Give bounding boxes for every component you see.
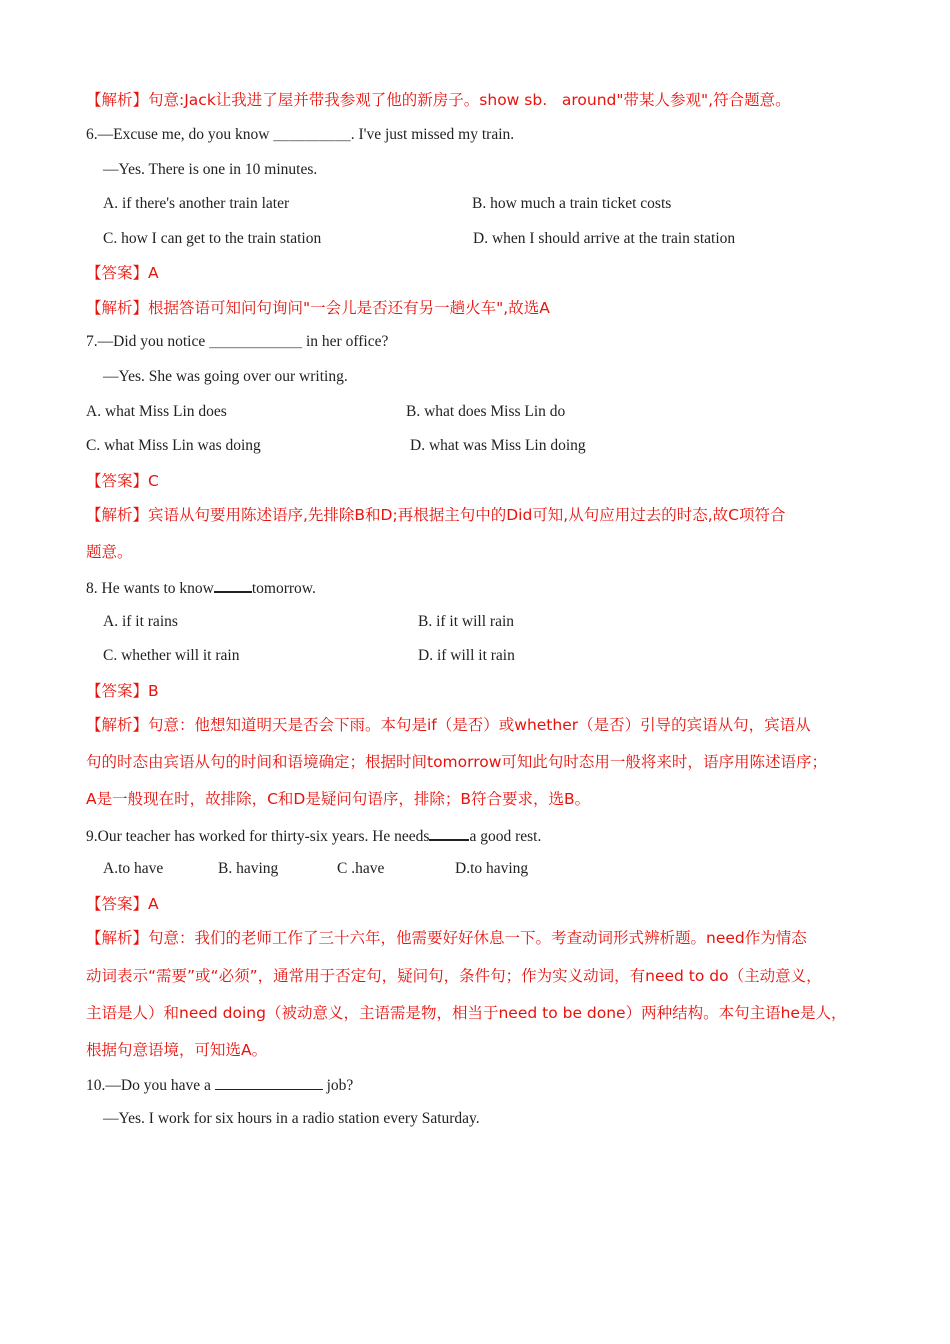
q9-option-b: B. having <box>218 860 279 877</box>
q8-blank <box>214 577 252 593</box>
q9-analysis-line3: 主语是人）和need doing（被动意义，主语需是物，相当于need to be done）两种结构。本句主语he是人， <box>86 1004 847 1022</box>
q8-analysis-line2: 句的时态由宾语从句的时间和语境确定；根据时间tomorrow可知此句时态用一般将来时，语序用陈述语序； <box>86 753 827 771</box>
q7-option-b: B. what does Miss Lin do <box>406 403 566 420</box>
q8-stem <box>86 577 316 599</box>
q6-reply: —Yes. There is one in 10 minutes. <box>103 161 318 178</box>
q9-option-c: C .have <box>337 860 385 877</box>
q10-stem-after: job? <box>326 1077 354 1094</box>
q9-blank <box>429 825 469 841</box>
q10-stem-before: 10.—Do you have a <box>86 1077 211 1094</box>
q9-analysis-line2: 动词表示“需要”或“必须”，通常用于否定句，疑问句，条件句；作为实义动词，有need to do（主动意义， <box>86 967 822 985</box>
q6-option-b: B. how much a train ticket costs <box>472 195 672 212</box>
q9-stem-after: a good rest. <box>469 828 542 845</box>
q8-analysis-line3: A是一般现在时，故排除，C和D是疑问句语序，排除；B符合要求，选B。 <box>86 790 591 808</box>
q8-option-a: A. if it rains <box>103 613 178 630</box>
q6-analysis: 【解析】根据答语可知问句询问"一会儿是否还有另一趟火车",故选A <box>86 299 550 317</box>
q9-stem-before: 9.Our teacher has worked for thirty-six years. He needs <box>86 828 430 845</box>
q6-option-a: A. if there's another train later <box>103 195 290 212</box>
q8-analysis-line1: 【解析】句意：他想知道明天是否会下雨。本句是if（是否）或whether（是否）引导的宾语从句，宾语从 <box>86 716 811 734</box>
q5-analysis: 【解析】句意:Jack让我进了屋并带我参观了他的新房子。show sb. around"带某人参观",符合题意。 <box>86 91 791 109</box>
q9-answer: 【答案】A <box>86 895 159 913</box>
q8-stem-after: tomorrow. <box>251 580 316 597</box>
q6-option-c: C. how I can get to the train station <box>103 230 322 247</box>
q7-answer: 【答案】C <box>86 472 159 490</box>
q8-option-b: B. if it will rain <box>418 613 515 630</box>
q8-stem-before: 8. He wants to know <box>86 580 214 597</box>
q7-stem: 7.—Did you notice ＿＿＿＿＿＿ in her office? <box>86 333 389 350</box>
q8-option-c: C. whether will it rain <box>103 647 240 664</box>
q8-answer: 【答案】B <box>86 682 159 700</box>
q7-option-a: A. what Miss Lin does <box>86 403 227 420</box>
q6-stem: 6.—Excuse me, do you know ＿＿＿＿＿. I've just missed my train. <box>86 126 515 143</box>
q7-analysis-line2: 题意。 <box>86 543 133 561</box>
q7-option-c: C. what Miss Lin was doing <box>86 437 261 454</box>
q7-analysis-line1: 【解析】宾语从句要用陈述语序,先排除B和D;再根据主句中的Did可知,从句应用过去的时态,故C项符合 <box>86 506 786 524</box>
q7-reply: —Yes. She was going over our writing. <box>103 368 348 385</box>
q9-analysis-line4: 根据句意语境，可知选A。 <box>86 1041 268 1059</box>
q7-option-d: D. what was Miss Lin doing <box>410 437 586 454</box>
q9-stem <box>86 825 541 847</box>
q9-analysis-line1: 【解析】句意：我们的老师工作了三十六年，他需要好好休息一下。考查动词形式辨析题。need作为情态 <box>86 929 807 947</box>
q6-option-d: D. when I should arrive at the train station <box>473 230 736 247</box>
q6-answer: 【答案】A <box>86 264 159 282</box>
q9-option-d: D.to having <box>455 860 529 877</box>
q10-blank <box>215 1075 323 1090</box>
q8-option-d: D. if will it rain <box>418 647 515 664</box>
q10-stem <box>86 1075 353 1096</box>
q10-reply: —Yes. I work for six hours in a radio station every Saturday. <box>103 1110 480 1127</box>
q9-option-a: A.to have <box>103 860 164 877</box>
